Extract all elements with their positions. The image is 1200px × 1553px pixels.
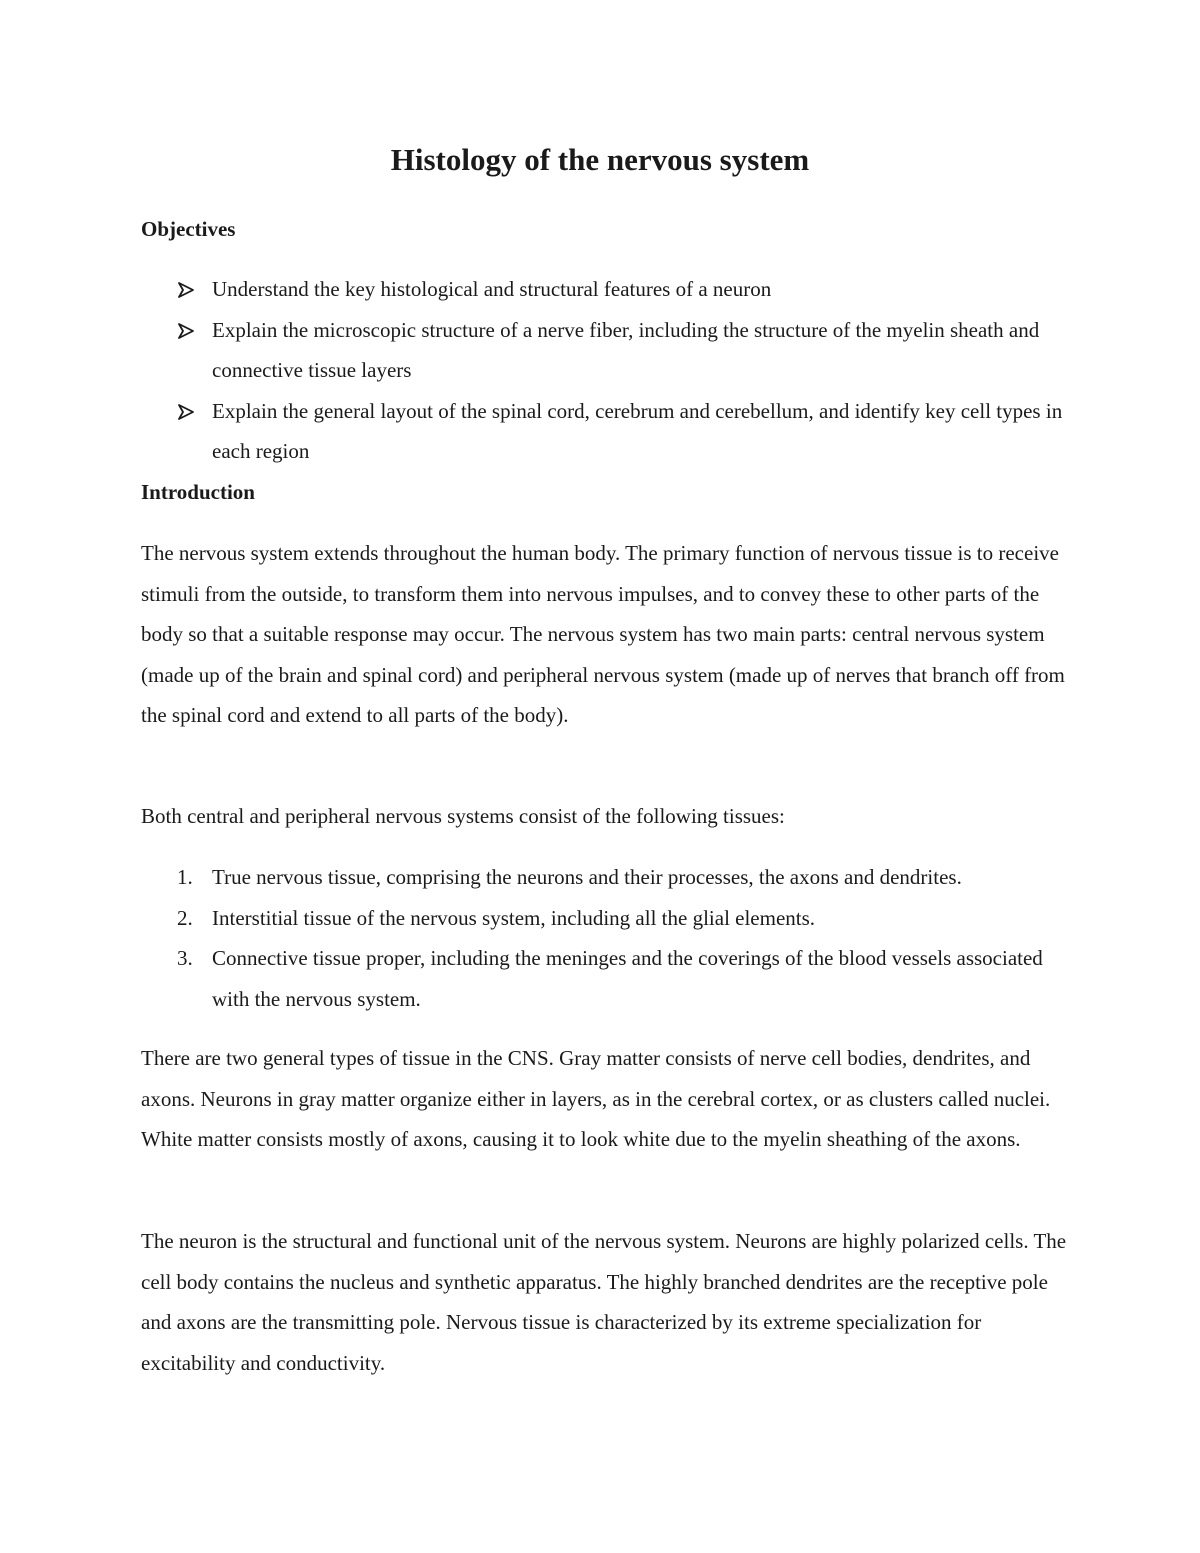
document-title: Histology of the nervous system <box>390 142 810 177</box>
objective-item <box>141 269 1071 310</box>
objective-item <box>141 391 1071 472</box>
objective-text: Understand the key histological and structural features of a neuron <box>212 277 772 301</box>
objectives-heading: Objectives <box>141 217 236 241</box>
tissues-list <box>141 857 1071 1019</box>
intro-paragraph-4: The neuron is the structural and functional unit of the nervous system. Neurons are highly polarized cells. The cell body contains the nucleus and synthetic apparatus. The highly branched dendrites are the receptive pole and axons are the transmitting pole. Nervous tissue is characterized by its extreme specialization for excitability and conductivity. <box>141 1229 1067 1375</box>
intro-paragraph-1: The nervous system extends throughout the human body. The primary function of nervous tissue is to receive stimuli from the outside, to transform them into nervous impulses, and to convey these to other parts of the body so that a suitable response may occur. The nervous system has two main parts: central nervous system (made up of the brain and spinal cord) and peripheral nervous system (made up of nerves that branch off from the spinal cord and extend to all parts of the body). <box>141 541 1065 728</box>
objective-item <box>141 310 1071 391</box>
arrowhead-bullet-icon <box>178 323 194 339</box>
arrowhead-bullet-icon <box>178 404 194 420</box>
tissue-item <box>141 938 1071 1019</box>
tissue-item <box>141 898 1071 939</box>
list-number: 3. <box>177 946 193 971</box>
intro-paragraph-3: There are two general types of tissue in the CNS. Gray matter consists of nerve cell bodies, dendrites, and axons. Neurons in gray matter organize either in layers, as in the cerebral cortex, or as clusters called nuclei. White matter consists mostly of axons, causing it to look white due to the myelin sheathing of the axons. <box>141 1046 1051 1152</box>
list-number: 2. <box>177 905 193 930</box>
introduction-heading: Introduction <box>141 480 255 504</box>
objectives-list <box>141 269 1071 472</box>
tissue-text: Interstitial tissue of the nervous system, including all the glial elements. <box>212 905 816 930</box>
intro-paragraph-2: Both central and peripheral nervous systems consist of the following tissues: <box>141 804 785 828</box>
list-number: 1. <box>177 865 193 889</box>
tissue-item <box>141 857 1071 898</box>
arrowhead-bullet-icon <box>178 282 194 298</box>
tissue-text: True nervous tissue, comprising the neurons and their processes, the axons and dendrites. <box>212 865 962 889</box>
objective-text: Explain the microscopic structure of a nerve fiber, including the structure of the myelin sheath and connective tissue layers <box>212 317 1040 383</box>
objective-text: Explain the general layout of the spinal cord, cerebrum and cerebellum, and identify key cell types in each region <box>212 398 1063 464</box>
tissue-text: Connective tissue proper, including the meninges and the coverings of the blood vessels associated with the nervous system. <box>212 946 1043 1011</box>
